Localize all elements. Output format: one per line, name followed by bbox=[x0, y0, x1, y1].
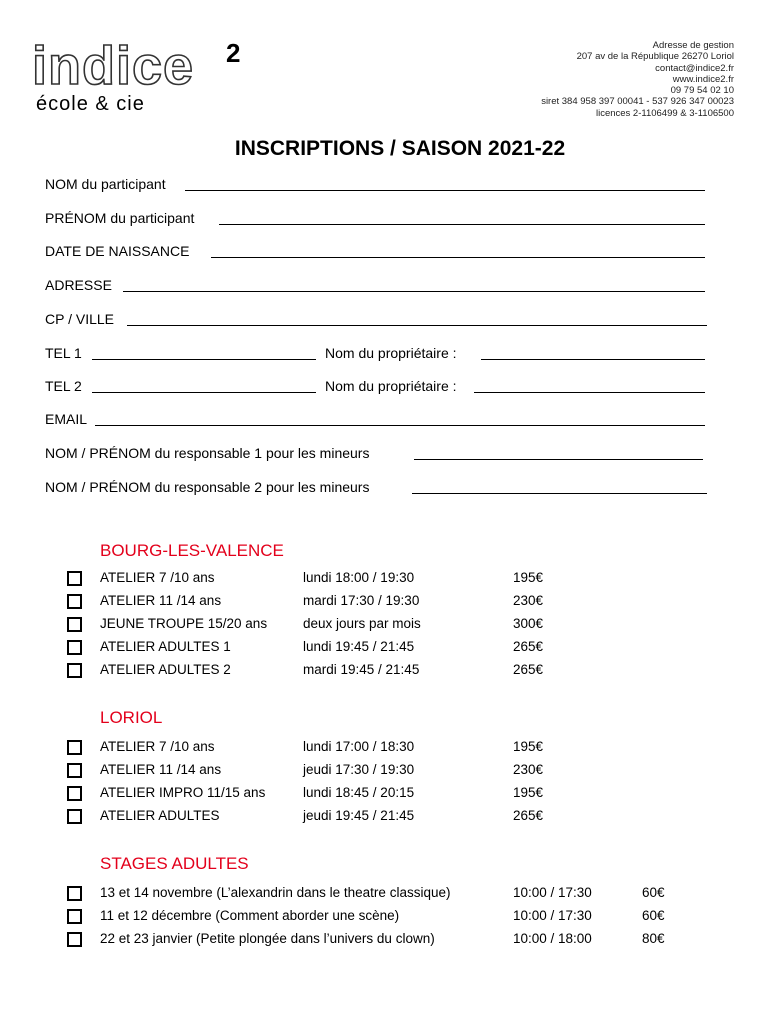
list-item bbox=[67, 638, 567, 658]
course-name: ATELIER 11 /14 ans bbox=[100, 762, 222, 777]
checkbox[interactable] bbox=[67, 886, 82, 901]
course-name: ATELIER IMPRO 11/15 ans bbox=[100, 785, 266, 800]
course-name: ATELIER ADULTES 1 bbox=[100, 639, 231, 654]
course-price: 195€ bbox=[513, 785, 544, 800]
checkbox[interactable] bbox=[67, 909, 82, 924]
field-prenom bbox=[45, 209, 705, 229]
field-label: DATE DE NAISSANCE bbox=[45, 243, 190, 259]
fill-line-nom[interactable] bbox=[185, 190, 705, 191]
stage-name: 22 et 23 janvier (Petite plongée dans l’univers du clown) bbox=[100, 931, 435, 946]
checkbox[interactable] bbox=[67, 571, 82, 586]
field-label: TEL 2 bbox=[45, 378, 82, 394]
field-label: TEL 1 bbox=[45, 345, 82, 361]
address-line: siret 384 958 397 00041 - 537 926 347 00023 bbox=[541, 96, 734, 108]
course-schedule: deux jours par mois bbox=[303, 616, 421, 631]
section-bourg-title: BOURG-LES-VALENCE bbox=[100, 541, 284, 560]
stage-price: 60€ bbox=[642, 885, 665, 900]
checkbox[interactable] bbox=[67, 786, 82, 801]
fill-line-cp[interactable] bbox=[127, 325, 707, 326]
field-responsable2 bbox=[45, 478, 707, 498]
course-price: 300€ bbox=[513, 616, 544, 631]
course-schedule: mardi 19:45 / 21:45 bbox=[303, 662, 420, 677]
list-item bbox=[67, 761, 567, 781]
fill-line-responsable1[interactable] bbox=[414, 459, 703, 460]
list-item bbox=[67, 592, 567, 612]
list-item bbox=[67, 615, 567, 635]
list-item bbox=[67, 784, 567, 804]
field-tel1 bbox=[45, 344, 705, 364]
fill-line-proprietaire1[interactable] bbox=[481, 359, 705, 360]
fill-line-tel2[interactable] bbox=[92, 392, 316, 393]
field-cp-ville bbox=[45, 310, 707, 330]
indice2-logo bbox=[30, 36, 260, 116]
address-line: www.indice2.fr bbox=[672, 73, 734, 85]
course-schedule: mardi 17:30 / 19:30 bbox=[303, 593, 420, 608]
fill-line-tel1[interactable] bbox=[92, 359, 316, 360]
section-stages-title: STAGES ADULTES bbox=[100, 854, 249, 873]
address-block bbox=[541, 40, 734, 119]
course-name: ATELIER ADULTES 2 bbox=[100, 662, 231, 677]
checkbox[interactable] bbox=[67, 740, 82, 755]
stage-schedule: 10:00 / 18:00 bbox=[513, 931, 592, 946]
stage-schedule: 10:00 / 17:30 bbox=[513, 908, 592, 923]
course-price: 230€ bbox=[513, 762, 544, 777]
field-nom bbox=[45, 175, 705, 195]
course-price: 265€ bbox=[513, 639, 544, 654]
logo-tagline: école & cie bbox=[36, 93, 145, 115]
checkbox[interactable] bbox=[67, 617, 82, 632]
course-schedule: lundi 17:00 / 18:30 bbox=[303, 739, 415, 754]
stage-price: 60€ bbox=[642, 908, 665, 923]
checkbox[interactable] bbox=[67, 763, 82, 778]
logo-wordmark: indice bbox=[32, 36, 195, 96]
field-adresse bbox=[45, 276, 705, 296]
course-schedule: lundi 18:45 / 20:15 bbox=[303, 785, 415, 800]
list-item bbox=[67, 569, 567, 589]
field-label: PRÉNOM du participant bbox=[45, 210, 195, 226]
course-price: 230€ bbox=[513, 593, 544, 608]
field-label: NOM / PRÉNOM du responsable 2 pour les mineurs bbox=[45, 479, 370, 495]
list-item bbox=[67, 738, 567, 758]
list-item bbox=[67, 907, 687, 927]
fill-line-prenom[interactable] bbox=[219, 224, 705, 225]
field-label: Nom du propriétaire : bbox=[325, 378, 457, 394]
address-line: 207 av de la République 26270 Loriol bbox=[576, 51, 734, 63]
stage-price: 80€ bbox=[642, 931, 665, 946]
checkbox[interactable] bbox=[67, 663, 82, 678]
field-label: NOM du participant bbox=[45, 176, 166, 192]
checkbox[interactable] bbox=[67, 594, 82, 609]
checkbox[interactable] bbox=[67, 640, 82, 655]
field-label: ADRESSE bbox=[45, 277, 112, 293]
course-schedule: lundi 18:00 / 19:30 bbox=[303, 570, 415, 585]
field-email bbox=[45, 410, 705, 430]
fill-line-responsable2[interactable] bbox=[412, 493, 707, 494]
list-item bbox=[67, 661, 567, 681]
field-label: Nom du propriétaire : bbox=[325, 345, 457, 361]
field-label: EMAIL bbox=[45, 411, 88, 427]
fill-line-email[interactable] bbox=[95, 425, 705, 426]
field-label: CP / VILLE bbox=[45, 311, 115, 327]
logo-superscript: 2 bbox=[226, 38, 241, 68]
course-schedule: jeudi 19:45 / 21:45 bbox=[303, 808, 415, 823]
address-line: licences 2-1106499 & 3-1106500 bbox=[595, 107, 734, 119]
list-item bbox=[67, 930, 687, 950]
field-tel2 bbox=[45, 377, 705, 397]
fill-line-naissance[interactable] bbox=[211, 257, 705, 258]
address-line: 09 79 54 02 10 bbox=[670, 85, 734, 97]
course-schedule: lundi 19:45 / 21:45 bbox=[303, 639, 415, 654]
section-loriol-title: LORIOL bbox=[100, 708, 163, 727]
fill-line-proprietaire2[interactable] bbox=[474, 392, 705, 393]
fill-line-adresse[interactable] bbox=[123, 291, 705, 292]
field-responsable1 bbox=[45, 444, 703, 464]
field-naissance bbox=[45, 242, 705, 262]
field-label: NOM / PRÉNOM du responsable 1 pour les mineurs bbox=[45, 445, 370, 461]
list-item bbox=[67, 807, 567, 827]
address-line: contact@indice2.fr bbox=[655, 62, 734, 74]
course-price: 265€ bbox=[513, 662, 544, 677]
stage-name: 13 et 14 novembre (L’alexandrin dans le theatre classique) bbox=[100, 885, 451, 900]
list-item bbox=[67, 884, 687, 904]
stage-schedule: 10:00 / 17:30 bbox=[513, 885, 592, 900]
checkbox[interactable] bbox=[67, 809, 82, 824]
page-title: INSCRIPTIONS / SAISON 2021-22 bbox=[234, 137, 566, 160]
course-name: ATELIER 11 /14 ans bbox=[100, 593, 222, 608]
course-price: 265€ bbox=[513, 808, 544, 823]
course-name: ATELIER 7 /10 ans bbox=[100, 739, 215, 754]
course-price: 195€ bbox=[513, 739, 544, 754]
address-line: Adresse de gestion bbox=[652, 40, 734, 51]
course-name: ATELIER 7 /10 ans bbox=[100, 570, 215, 585]
course-price: 195€ bbox=[513, 570, 544, 585]
course-name: JEUNE TROUPE 15/20 ans bbox=[100, 616, 268, 631]
checkbox[interactable] bbox=[67, 932, 82, 947]
course-name: ATELIER ADULTES bbox=[100, 808, 220, 823]
course-schedule: jeudi 17:30 / 19:30 bbox=[303, 762, 415, 777]
stage-name: 11 et 12 décembre (Comment aborder une scène) bbox=[100, 908, 400, 923]
